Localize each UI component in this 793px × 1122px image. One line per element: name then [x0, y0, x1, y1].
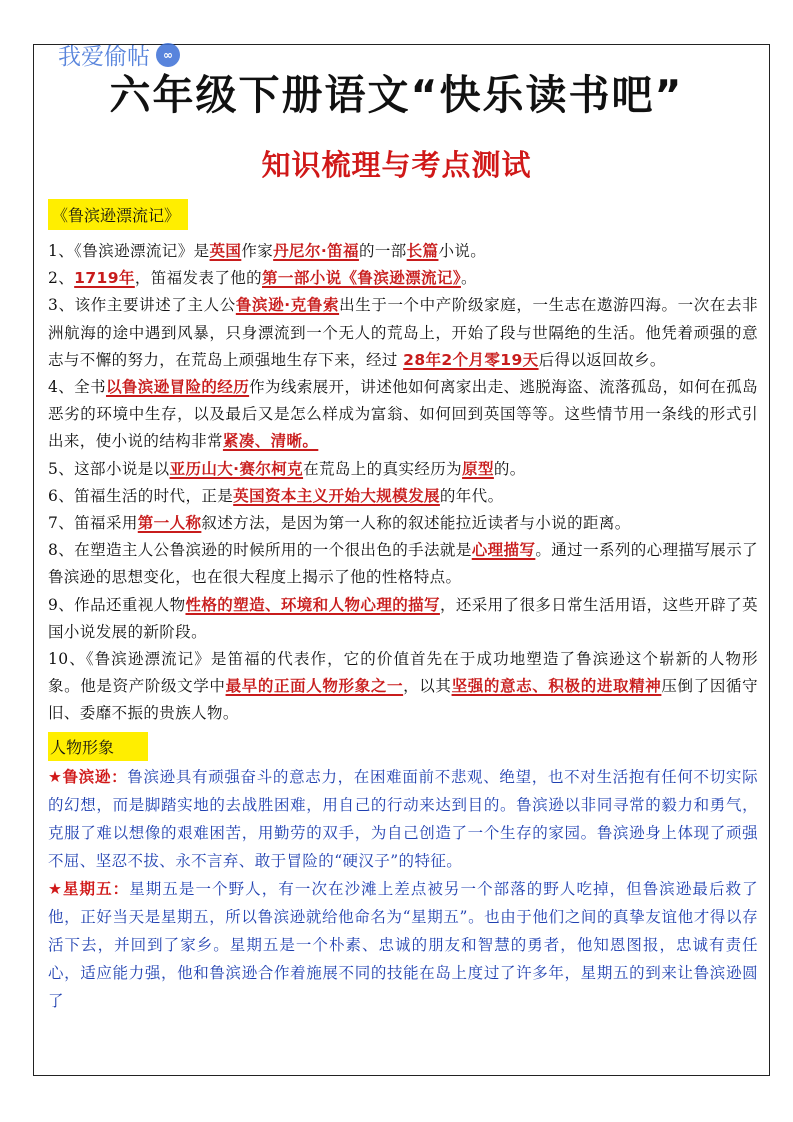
item-text: 。通过一系列的心理描写展示了鲁滨逊的思想变化，也在很大程度上揭示了他的性格特点。 — [48, 541, 758, 587]
key-point: 原型 — [462, 459, 494, 478]
star-icon: ★ — [48, 879, 63, 898]
watermark — [58, 38, 180, 71]
item-text: 后得以返回故乡。 — [538, 350, 666, 369]
key-point: 紧凑、清晰。 — [222, 432, 319, 451]
item-text: 2、 — [48, 269, 75, 288]
item-text: 在荒岛上的真实经历为 — [303, 459, 463, 478]
item-text: 的年代。 — [439, 486, 504, 505]
key-point: 以鲁滨逊冒险的经历 — [105, 378, 250, 397]
key-point: 1719年 — [74, 269, 135, 288]
character-robinson — [48, 763, 758, 875]
key-point: 性格的塑造、环境和人物心理的描写 — [185, 595, 440, 614]
item-text: 3、该作主要讲述了主人公 — [48, 296, 236, 315]
content — [48, 199, 758, 1015]
item-text: 叙述方法，是因为第一人称的叙述能拉近读者与小说的距离。 — [201, 514, 631, 533]
key-point: 丹尼尔·笛福 — [273, 242, 359, 260]
star-icon: ★ — [48, 767, 63, 786]
key-point: 最早的正面人物形象之一 — [225, 677, 404, 696]
page-title: 六年级下册语文“快乐读书吧” — [109, 71, 684, 119]
key-point: 第一人称 — [137, 514, 202, 533]
item-text: ，还采用了很多日常生活用语，这些开辟了英国小说发展的新阶段。 — [48, 595, 758, 641]
item-text: 作为线索展开，讲述他如何离家出走、逃脱海盗、流落孤岛，如何在孤岛恶劣的环境中生存，以及最后又是怎么样成为富翁、如何回到英国等等。这些情节用一条线的形式引出来，使小说的结构非常 — [48, 378, 758, 451]
item-text: 4、全书 — [48, 378, 106, 397]
knowledge-item-10 — [48, 646, 758, 728]
knowledge-item-3 — [48, 292, 758, 374]
item-text: 10、《鲁滨逊漂流记》是笛福的代表作，它的价值首先在于成功地塑造了鲁滨逊这个崭新的人物形象。他是资产阶级文学中 — [48, 650, 758, 696]
item-text: 7、笛福采用 — [48, 514, 138, 533]
character-name: 鲁滨逊： — [62, 767, 128, 786]
knowledge-item-9 — [48, 592, 758, 646]
knowledge-item-1 — [48, 238, 758, 265]
knowledge-item-5 — [48, 456, 758, 483]
key-point: 亚历山大·赛尔柯克 — [169, 459, 304, 478]
key-point: 第一部小说《鲁滨逊漂流记》 — [262, 269, 461, 288]
item-text: 6、笛福生活的时代，正是 — [48, 486, 234, 505]
item-text: 5、这部小说是以 — [48, 459, 170, 478]
item-text: 9、作品还重视人物 — [48, 595, 186, 614]
key-point: 英国 — [209, 242, 242, 260]
page-subtitle: 知识梳理与考点测试 — [261, 148, 532, 182]
item-text: 压倒了因循守旧、委靡不振的贵族人物。 — [48, 677, 759, 723]
item-text: 作家 — [241, 242, 274, 260]
key-point: 英国资本主义开始大规模发展 — [233, 486, 440, 505]
item-text: ，笛福发表了他的 — [134, 269, 263, 288]
character-description: 星期五是一个野人，有一次在沙滩上差点被另一个部落的野人吃掉，但鲁滨逊最后救了他，正好当天是星期五，所以鲁滨逊就给他命名为“星期五”。也由于他们之间的真挚友谊他才得以存活下去，并回到了家乡。星期五是一个朴素、忠诚的朋友和智慧的勇者，他知恩图报，忠诚有责任心，适应能力强，他和鲁滨逊合作着施展不同的技能在岛上度过了许多年，星期五的到来让鲁滨逊圆了 — [48, 879, 759, 1010]
key-point: 心理描写 — [471, 541, 536, 560]
key-point: 坚强的意志、积极的进取精神 — [451, 677, 662, 696]
watermark-text: 我爱偷帖 — [58, 44, 150, 70]
character-description: 鲁滨逊具有顽强奋斗的意志力，在困难面前不悲观、绝望，也不对生活抱有任何不切实际的幻想，而是脚踏实地的去战胜困难，用自己的行动来达到目的。鲁滨逊以非同寻常的毅力和勇气，克服了难以想像的艰难困苦，用勤劳的双手，为自己创造了一个生存的家园。鲁滨逊身上体现了顽强不屈、坚忍不拔、永不言弃、敢于冒险的“硬汉子”的特征。 — [48, 767, 758, 870]
item-text: 小说。 — [438, 242, 487, 260]
knowledge-item-7 — [48, 510, 758, 537]
item-text: 。 — [460, 269, 477, 288]
character-name: 星期五： — [62, 879, 130, 898]
item-text: 1、《鲁滨逊漂流记》是 — [48, 242, 210, 260]
item-text: 出生于一个中产阶级家庭，一生志在遨游四海。一次在去非洲航海的途中遇到风暴，只身漂流到一个无人的荒岛上，开始了段与世隔绝的生活。他凭着顽强的意志与不懈的努力，在荒岛上顽强地生存下来，经过 — [48, 296, 759, 369]
knowledge-item-8 — [48, 537, 758, 591]
character-friday — [48, 875, 758, 1015]
key-point: 长篇 — [406, 242, 439, 260]
knowledge-item-6 — [48, 483, 758, 510]
section-heading-robinson: 《鲁滨逊漂流记》 — [48, 199, 188, 230]
item-text: ，以其 — [403, 677, 452, 696]
item-text: 的一部 — [358, 242, 407, 260]
knowledge-item-2 — [48, 265, 758, 292]
section-heading-characters: 人物形象 — [48, 732, 148, 761]
key-point: 鲁滨逊·克鲁索 — [235, 296, 340, 315]
item-text: 8、在塑造主人公鲁滨逊的时候所用的一个很出色的手法就是 — [48, 541, 472, 560]
knowledge-item-4 — [48, 374, 758, 456]
watermark-logo-icon: ∞ — [156, 43, 180, 67]
item-text: 的。 — [493, 459, 526, 478]
key-point: 28年2个月零19天 — [403, 350, 539, 369]
